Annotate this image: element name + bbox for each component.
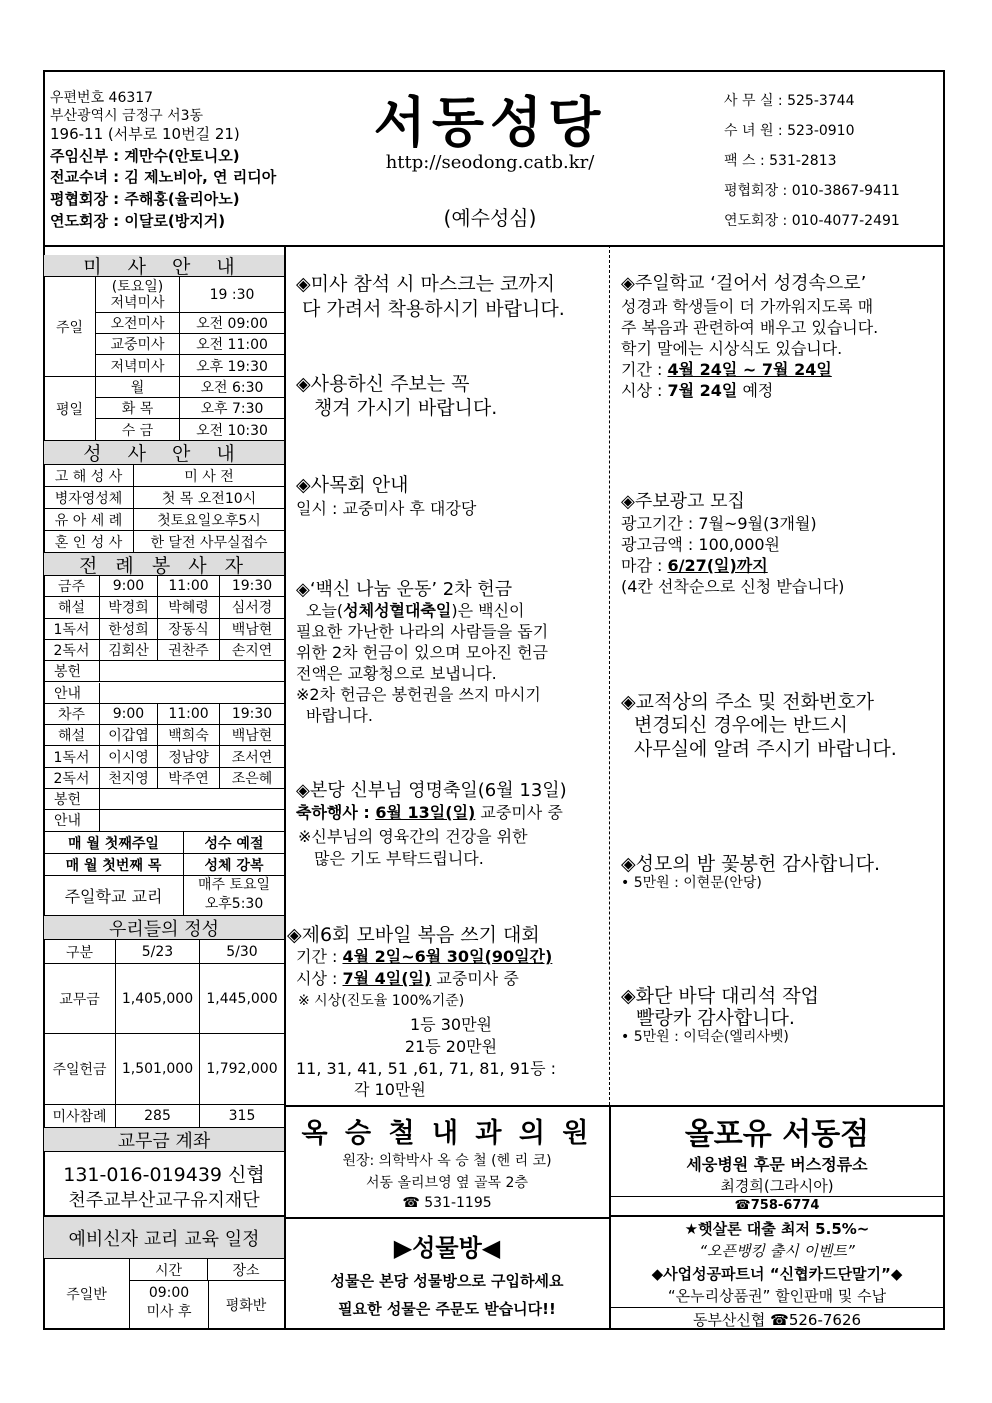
notice-text: (4칸 선착순으로 신청 받습니다) [621,577,845,596]
monthly-event-value: 성체 강복 [184,854,284,876]
offering-header: 5/23 [116,940,200,964]
offering-value: 1,405,000 [116,964,200,1034]
contact-label: 사 무 실 : [724,93,783,109]
store-owner: 최경희(그라시아) [720,1177,834,1195]
notice-text: 사무실에 알려 주시기 바랍니다. [634,738,897,760]
server-role: 2독서 [44,768,100,789]
mass-time: 오전 09:00 [180,313,284,334]
shop-text: 성물은 본당 성물방으로 구입하세요 [330,1272,564,1290]
monthly-event: 매 월 첫번째 목 [44,854,184,876]
mass-name: 저녁미사 [96,355,180,377]
sunday-school: 주일학교 교리 [44,876,184,916]
contact-label: 팩 스 : [724,153,765,169]
bank-line: “온누리상품권” 할인판매 및 수납 [667,1287,887,1305]
sacrament-name: 혼 인 성 사 [44,531,134,553]
sacrament-value: 첫 목 오전10시 [134,487,284,509]
feast-name: 성체성혈대축일 [343,601,452,620]
notice-text: 성경과 학생들이 더 가까워지도록 매 [621,297,874,316]
weekday-label: 평일 [44,377,96,441]
contact-value: 523-0910 [787,123,855,139]
text-run: )은 백신이 [451,601,525,620]
notice-heading: ◈‘백신 나눔 운동’ 2차 헌금 [296,579,513,600]
contest-period: 4월 2일~6월 30일(90일간) [342,947,553,966]
server-role: 안내 [44,810,100,831]
server-name: 이시영 [100,746,158,767]
liturgical-feast: (예수성심) [443,206,537,230]
notice-text: 주 복음과 관련하여 배우고 있습니다. [621,318,879,337]
ads-divider [609,1196,945,1197]
mass-time-header: 11:00 [158,704,220,725]
notice-note: 많은 기도 부탁드립니다. [314,849,484,868]
server-name: 박혜령 [158,597,220,618]
ads-divider [609,1215,945,1217]
sunday-school-time [184,876,284,916]
text-run: 예정 [737,381,774,400]
youth-info: 연도회장 : 이달로(방지거) [50,212,226,230]
notice-text [296,944,552,967]
mass-time-header: 19:30 [220,576,284,597]
server-role: 안내 [44,683,100,704]
offering-value: 1,501,000 [116,1034,200,1105]
address-line: 부산광역시 금정구 서3동 [50,108,204,124]
server-name: 박주연 [158,768,220,789]
notice-note: ※ 시상(진도율 100%기준) [298,993,465,1009]
servers-title: 전 례 봉 사 자 [44,553,284,576]
text-run: 축하행사 : [296,803,376,822]
notice-heading: ◈본당 신부님 영명축일(6월 13일) [296,780,567,801]
account-number: 131-016-019439 신협 [63,1164,265,1186]
clinic-name: 옥 승 철 내 과 의 원 [301,1118,593,1149]
prize-line: 1등 30만원 [410,1015,492,1034]
server-name: 백남현 [220,619,284,640]
server-role: 해설 [44,597,100,618]
server-name: 천지영 [100,768,158,789]
notice-text: 광고금액 : 100,000원 [621,535,781,554]
notice-heading: ◈제6회 모바일 복음 쓰기 대회 [287,924,540,946]
notice-text [296,966,519,989]
deadline: 6/27(일)까지 [667,556,768,575]
server-empty [100,789,284,810]
shop-title: ▶성물방◀ [393,1234,501,1262]
clinic-address: 서동 올리브영 옆 골목 2층 [366,1175,528,1191]
ads-divider [284,1105,945,1107]
council-info: 평협회장 : 주해홍(율리아노) [50,190,240,208]
catechumen-time-value: 09:00 [148,1285,190,1301]
shop-text: 필요한 성물은 주문도 받습니다!! [338,1300,556,1318]
store-phone: ☎758-6774 [734,1198,820,1213]
sacrament-title: 성 사 안 내 [44,441,284,465]
store-location: 세웅병원 후문 버스정류소 [686,1155,868,1174]
mass-name: 수 금 [96,419,180,441]
sacrament-value: 한 달전 사무실접수 [134,531,284,553]
sacrament-value: 미 사 전 [134,465,284,487]
catechumen-header: 장소 [208,1259,284,1281]
prize-line: 11, 31, 41, 51 ,61, 71, 81, 91등 : [296,1059,557,1078]
monthly-event: 매 월 첫째주일 [44,832,184,854]
server-name: 한성희 [100,619,158,640]
mass-time-header: 9:00 [100,704,158,725]
notice-text: 변경되신 경우에는 반드시 [634,714,848,736]
clinic-doctor: 원장: 의학박사 옥 승 철 (헨 리 코) [342,1153,552,1169]
server-name: 이갑엽 [100,725,158,746]
bank-line: ★햇살론 대출 최저 5.5%~ [684,1220,870,1238]
header-divider [43,245,945,247]
mass-time-header: 19:30 [220,704,284,725]
bank-contact: 동부산신협 ☎526-7626 [692,1311,862,1329]
notice-text [621,378,773,401]
page-title: 서동성당 [373,91,607,154]
mass-time-header: 11:00 [158,576,220,597]
school-time: 오후5:30 [204,896,264,912]
donation-line: • 5만원 : 이현문(안당) [621,875,762,891]
pastor-info: 주임신부 : 계만수(안토니오) [50,147,240,165]
notice-text: 빨랑카 감사합니다. [636,1007,795,1029]
server-name: 손지연 [220,640,284,661]
notice-note: ※신부님의 영육간의 건강을 위한 [298,827,528,846]
account-title: 교무금 계좌 [44,1128,284,1152]
server-role: 봉헌 [44,661,100,682]
notice-heading: ◈교적상의 주소 및 전화번호가 [621,691,874,713]
mass-time-header: 9:00 [100,576,158,597]
contact-value: 525-3744 [787,93,855,109]
server-empty [100,661,284,682]
sister-info: 전교수녀 : 김 제노비아, 연 리디아 [50,168,277,186]
offering-label: 주일헌금 [44,1034,116,1105]
week-label: 차주 [44,704,100,725]
server-role: 2독서 [44,640,100,661]
notice-heading: ◈사용하신 주보는 꼭 [296,373,470,395]
bank-line: ◆사업성공파트너 “신협카드단말기”◆ [651,1265,903,1283]
server-role: 1독서 [44,619,100,640]
ads-divider [609,1307,945,1308]
text-run: 오늘( [306,601,344,620]
notice-text: 광고기간 : 7월~9월(3개월) [621,514,817,533]
column-divider [609,245,610,1105]
sacrament-name: 병자영성체 [44,487,134,509]
server-name: 백남현 [220,725,284,746]
contact-label: 수 녀 원 : [724,123,783,139]
award-date: 7월 24일 [667,381,738,400]
server-name: 정남양 [158,746,220,767]
offering-title: 우리들의 정성 [44,916,284,940]
school-day: 매주 토요일 [197,877,271,893]
mass-time: 오전 11:00 [180,334,284,355]
bank-line: “오픈뱅킹 출시 이벤트” [699,1242,855,1260]
notice-text: 전액은 교황청으로 보냅니다. [296,664,497,683]
server-role: 1독서 [44,746,100,767]
text-run: 교중미사 중 [431,969,519,988]
parish-url[interactable]: http://seodong.catb.kr/ [385,152,595,173]
notice-note: 바랍니다. [306,706,373,725]
server-empty [100,810,284,831]
prize-line: 각 10만원 [354,1080,426,1099]
server-name: 백희숙 [158,725,220,746]
contact-value: 531-2813 [769,153,837,169]
ads-divider [284,1217,610,1219]
address-line: 196-11 (서부로 10번길 21) [50,125,240,143]
contact-label: 연도회장 : [724,213,788,229]
mass-guide-title: 미 사 안 내 [44,255,284,277]
server-name: 박경희 [100,597,158,618]
contact-label: 평협회장 : [724,183,788,199]
notice-text: 일시 : 교중미사 후 대강당 [296,499,477,518]
event-date: 6월 13일(일) [375,803,476,822]
postal-code: 우편번호 46317 [50,90,154,106]
server-empty [100,683,284,704]
week-label: 금주 [44,576,100,597]
offering-value: 1,445,000 [200,964,284,1034]
contact-value: 010-4077-2491 [791,213,900,229]
mass-name: (토요일) 저녁미사 [96,277,180,313]
server-name: 김회산 [100,640,158,661]
school-period: 4월 24일 ~ 7월 24일 [667,360,832,379]
mass-time: 오후 19:30 [180,355,284,377]
catechumen-place: 평화반 [225,1298,267,1314]
catechumen-time-note: 미사 후 [146,1304,192,1320]
mass-time: 19 :30 [180,277,284,313]
account-holder: 천주교부산교구유지재단 [68,1190,260,1211]
mass-name: 오전미사 [96,313,180,334]
offering-label: 교무금 [44,964,116,1034]
offering-value: 1,792,000 [200,1034,284,1105]
server-name: 심서경 [220,597,284,618]
notice-note: ※2차 헌금은 봉헌권을 쓰지 마시기 [296,685,541,704]
text-run: 시상 : [621,381,668,400]
catechumen-title: 예비신자 교리 교육 일정 [44,1217,284,1259]
donation-line: • 5만원 : 이덕순(엘리사벳) [621,1029,789,1045]
notice-heading: ◈주일학교 ‘걸어서 성경속으로’ [621,273,867,294]
notice-text [296,800,563,823]
notice-text [306,598,525,621]
text-run: 시상 : [296,969,343,988]
sunday-label: 주일 [44,277,96,377]
notice-heading: ◈미사 참석 시 마스크는 코까지 [296,273,556,295]
server-name: 조은혜 [220,768,284,789]
notice-text: 필요한 가난한 나라의 사람들을 돕기 [296,622,549,641]
notice-heading: ◈성모의 밤 꽃봉헌 감사합니다. [621,853,881,875]
offering-header: 구분 [44,940,116,964]
store-name: 올포유 서동점 [684,1117,870,1152]
offering-label: 미사참례 [44,1105,116,1128]
catechumen-header: 시간 [130,1259,208,1281]
award-date: 7월 4일(일) [342,969,432,988]
server-role: 해설 [44,725,100,746]
mass-name: 화 목 [96,398,180,419]
offering-header: 5/30 [200,940,284,964]
notice-text: 위한 2차 헌금이 있으며 모아진 헌금 [296,643,548,662]
text-run: 교중미사 중 [475,803,563,822]
text-run: 기간 : [296,947,343,966]
text-run: 마감 : [621,556,668,575]
sacrament-name: 고 해 성 사 [44,465,134,487]
notice-text [621,553,768,576]
notice-heading: ◈주보광고 모집 [621,491,745,512]
prize-line: 21등 20만원 [404,1037,498,1056]
notice-text: 학기 말에는 시상식도 있습니다. [621,339,843,358]
contact-value: 010-3867-9411 [791,183,900,199]
server-role: 봉헌 [44,789,100,810]
sacrament-name: 유 아 세 례 [44,509,134,531]
mass-name: 교중미사 [96,334,180,355]
notice-heading: ◈화단 바닥 대리석 작업 [621,985,819,1007]
server-name: 권찬주 [158,640,220,661]
server-name: 조서연 [220,746,284,767]
text-run: 기간 : [621,360,668,379]
mass-time: 오전 6:30 [180,377,284,398]
notice-text: 다 가려서 착용하시기 바랍니다. [302,298,565,320]
mass-name: 월 [96,377,180,398]
mass-time: 오후 7:30 [180,398,284,419]
notice-text: 챙겨 가시기 바랍니다. [314,397,498,419]
offering-value: 285 [116,1105,200,1128]
monthly-event-value: 성수 예절 [184,832,284,854]
notice-text [621,357,832,380]
catechumen-class: 주일반 [44,1259,130,1329]
offering-value: 315 [200,1105,284,1128]
clinic-phone: ☎ 531-1195 [402,1195,492,1211]
mass-time: 오전 10:30 [180,419,284,441]
catechumen-time [130,1284,208,1322]
server-name: 장동식 [158,619,220,640]
sacrament-value: 첫토요일오후5시 [134,509,284,531]
notice-heading: ◈사목회 안내 [296,474,409,496]
